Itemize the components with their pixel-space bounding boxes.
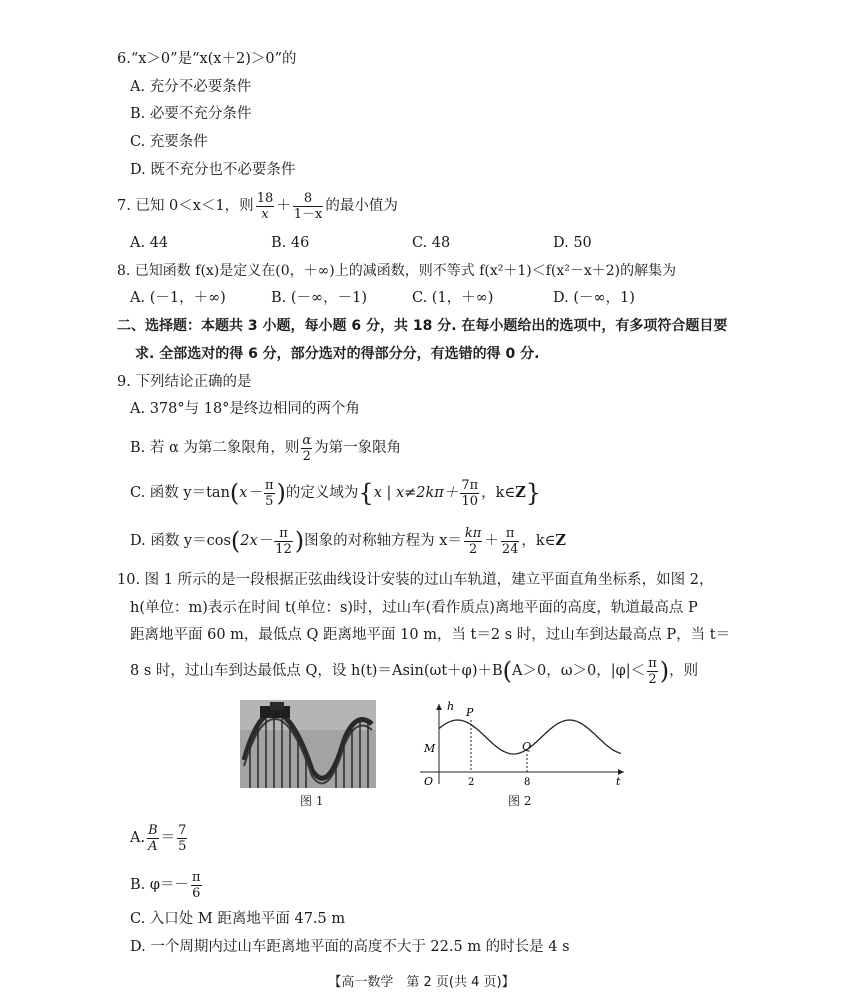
q7-frac2-num: 8: [293, 191, 324, 207]
q8-option-a: A. (－1，＋∞): [130, 290, 226, 306]
q9-d-fraction-2: [464, 526, 482, 557]
tick-2-label: 2: [468, 777, 475, 788]
q10-a-num2: 7: [178, 822, 187, 838]
q10-line4: 8 s 时，过山车到达最低点 Q，设 h(t)＝Asin(ωt＋φ)＋B(A＞0，ω＞0，|φ|＜ $\frac{\pi}{2}$ )，则: [130, 655, 699, 687]
q6-option-d: D. 既不充分也不必要条件: [130, 162, 296, 178]
q10-line4-pre: 8 s 时，过山车到达最低点 Q，设 h(t)＝Asin(ωt＋φ)＋B: [130, 663, 503, 679]
q10-a-fraction: [147, 823, 159, 854]
q9-d-num3: π: [501, 526, 520, 542]
q9-c-z: Z: [515, 484, 526, 501]
roller-coaster-photo: [240, 700, 376, 788]
q7-option-a: A. 44: [130, 235, 169, 251]
q9-c-num2: 7π: [461, 477, 479, 493]
q8-option-c: C. (1，＋∞): [412, 290, 494, 306]
q9-c-fraction-2: [460, 478, 479, 509]
h-label: h: [447, 700, 455, 713]
q10-option-d: D. 一个周期内过山车距离地平面的高度不大于 22.5 m 的时长是 4 s: [130, 939, 570, 955]
q10-line4-num: π: [648, 655, 657, 671]
q10-a-pre: A.: [130, 830, 146, 846]
q7-suffix: 的最小值为: [325, 198, 398, 214]
q9-d-num: π: [274, 526, 293, 542]
q10-b-pre: B. φ＝－: [130, 877, 190, 893]
q10-option-b: [130, 865, 204, 905]
q6-stem: 6.“x＞0”是“x(x＋2)＞0”的: [117, 51, 297, 67]
q9-c-num: π: [264, 477, 274, 493]
q7-frac1-den: x: [261, 206, 269, 222]
q9-b-fraction: [301, 433, 312, 464]
q9-d-end: ，k∈: [521, 533, 556, 549]
q6-option-a: A. 充分不必要条件: [130, 79, 252, 95]
q9-d-den: 12: [275, 541, 292, 557]
q9-c-arg: x－: [239, 485, 262, 501]
q9-c-set: x | x≠2kπ＋: [373, 485, 459, 501]
q9-b-pre: B. 若 α 为第二象限角，则: [130, 440, 300, 456]
q10-line4-cond: A＞0，ω＞0，|φ|＜: [512, 663, 646, 679]
q9-option-a: A. 378°与 18°是终边相同的两个角: [130, 401, 360, 417]
h-axis-arrow: [436, 704, 442, 710]
q10-line1: 10. 图 1 所示的是一段根据正弦曲线设计安装的过山车轨道，建立平面直角坐标系，如图 2，: [117, 572, 714, 588]
figure2-caption: 图 2: [508, 794, 532, 808]
q9-c-end: ，k∈: [481, 485, 516, 501]
q9-d-fraction-3: [501, 526, 520, 557]
q6-option-c: C. 充要条件: [130, 134, 208, 150]
m-label: M: [424, 742, 436, 755]
q7-option-b: B. 46: [271, 235, 310, 251]
q7-prefix: 7. 已知 0＜x＜1，则: [117, 198, 254, 214]
q9-d-pre: D. 函数 y＝cos: [130, 533, 231, 549]
q6-option-b: B. 必要不充分条件: [130, 106, 252, 122]
q10-b-num: π: [192, 869, 201, 885]
q10-line4-fraction: [647, 656, 658, 687]
q9-stem: 9. 下列结论正确的是: [117, 374, 252, 390]
t-label: t: [616, 775, 621, 788]
q10-line2: h(单位：m)表示在时间 t(单位：s)时，过山车(看作质点)离地平面的高度，轨道最高点 P: [130, 600, 698, 616]
q9-d-arg: 2x－: [240, 533, 273, 549]
figure1-caption: 图 1: [300, 794, 324, 808]
p-label: P: [466, 706, 474, 719]
q10-option-c: C. 入口处 M 距离地平面 47.5 m: [130, 911, 346, 927]
section2-line1: 二、选择题：本题共 3 小题，每小题 6 分，共 18 分. 在每小题给出的选项中，有多项符合题目要: [117, 318, 728, 334]
q10-b-den: 6: [192, 885, 201, 901]
q9-d-z: Z: [555, 532, 567, 549]
q9-b-den: 2: [302, 448, 311, 464]
origin-label: O: [424, 775, 434, 788]
q7-option-d: D. 50: [553, 235, 592, 251]
q-label: Q: [522, 740, 532, 753]
q10-a-eq: ＝: [160, 830, 176, 846]
q8-option-d: D. (－∞，1): [553, 290, 635, 306]
section2-line2: 求. 全部选对的得 6 分，部分选对的得部分分，有选错的得 0 分.: [135, 346, 540, 362]
page-footer: 【高一数学 第 2 页(共 4 页)】: [328, 975, 515, 990]
q9-d-fraction: [274, 526, 293, 557]
q7-stem: [117, 188, 398, 224]
q10-a-fraction-2: [177, 823, 187, 854]
q10-a-num: B: [148, 822, 158, 838]
q9-option-b: [130, 430, 401, 466]
q9-c-den: 5: [265, 493, 274, 509]
q9-d-plus: ＋: [484, 533, 499, 549]
tick-8-label: 8: [524, 777, 531, 788]
q9-c-fraction: [264, 478, 275, 509]
q9-d-mid: 图象的对称轴方程为 x＝: [304, 533, 462, 549]
q10-line4-den: 2: [648, 671, 657, 687]
q9-d-num2: kπ: [464, 525, 482, 541]
q9-d-den2: 2: [468, 541, 478, 557]
q9-option-c: C. 函数 y＝tan(x－ $\frac{\pi}{5}$ )的定义域为{x | x≠2kπ＋ $\frac{7\pi}{10}$ ，k∈Z}: [130, 477, 542, 509]
q7-option-c: C. 48: [412, 235, 451, 251]
q10-b-fraction: [191, 870, 202, 901]
q10-a-den: A: [148, 838, 158, 854]
q10-a-den2: 5: [178, 838, 187, 854]
figure2-graph: [412, 700, 632, 788]
q9-c-den2: 10: [461, 493, 479, 509]
q9-d-den3: 24: [501, 541, 519, 557]
q9-option-d: D. 函数 y＝cos(2x－ $\frac{\pi}{12}$ )图象的对称轴方程为 x＝ $\frac{k\pi}{2}$ ＋ $\frac{\pi}{24}$ ，k∈Z: [130, 525, 567, 557]
q7-fraction-1: [256, 191, 275, 222]
q10-option-a: [130, 818, 189, 858]
q10-line3: 距离地平面 60 m，最低点 Q 距离地平面 10 m，当 t＝2 s 时，过山车到达最高点 P，当 t＝: [130, 627, 731, 643]
q7-frac1-num: 18: [256, 190, 274, 206]
q7-frac2-den: 1－x: [293, 206, 323, 222]
q7-plus: ＋: [276, 198, 291, 214]
q10-line4-end: ，则: [669, 663, 699, 679]
q7-fraction-2: [293, 191, 324, 222]
q9-b-post: 为第一象限角: [314, 440, 402, 456]
q8-stem: 8. 已知函数 f(x)是定义在(0，＋∞)上的减函数，则不等式 f(x²＋1)＜f(x²－x＋2)的解集为: [117, 263, 677, 279]
q9-c-pre: C. 函数 y＝tan: [130, 485, 230, 501]
q8-option-b: B. (－∞，－1): [271, 290, 367, 306]
q9-b-num: α: [302, 432, 312, 448]
q9-c-mid: 的定义域为: [285, 485, 359, 501]
